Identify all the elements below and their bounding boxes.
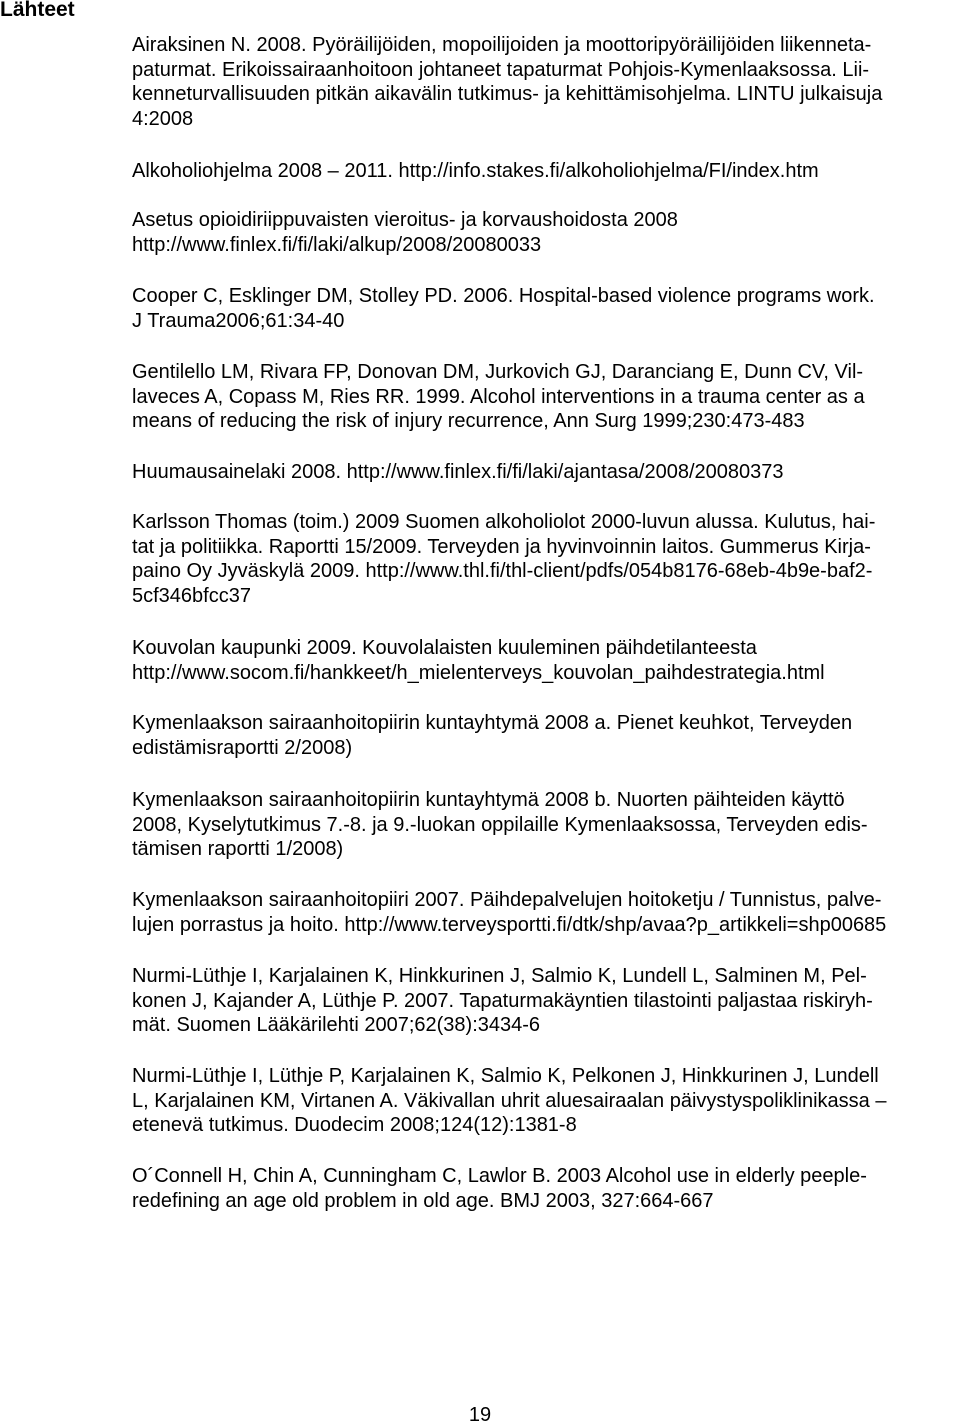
reference-line: Asetus opioidiriippuvaisten vieroitus- ja korvaushoidosta 2008 (132, 209, 678, 231)
reference-item (132, 460, 942, 485)
reference-line: paturmat. Erikoissairaanhoitoon johtaneet tapaturmat Pohjois-Kymenlaaksossa. Lii- (132, 58, 870, 81)
reference-line: http://www.finlex.fi/fi/laki/alkup/2008/20080033 (132, 233, 542, 256)
reference-item (132, 788, 942, 862)
reference-line: http://www.socom.fi/hankkeet/h_mielenterveys_kouvolan_paihdestrategia.html (132, 661, 825, 684)
reference-item (132, 711, 942, 760)
reference-item (132, 510, 942, 608)
reference-item (132, 208, 942, 257)
reference-line: Cooper C, Esklinger DM, Stolley PD. 2006. Hospital-based violence programs work. (132, 285, 875, 307)
reference-line: J Trauma2006;61:34-40 (132, 309, 345, 332)
reference-item (132, 888, 942, 937)
reference-line: 2008, Kyselytutkimus 7.-8. ja 9.-luokan oppilaille Kymenlaaksossa, Terveyden edis- (132, 813, 868, 836)
reference-line: Nurmi-Lüthje I, Karjalainen K, Hinkkurinen J, Salmio K, Lundell L, Salminen M, Pel- (132, 965, 867, 987)
reference-line: paino Oy Jyväskylä 2009. http://www.thl.fi/thl-client/pdfs/054b8176-68eb-4b9e-baf2- (132, 560, 873, 582)
reference-line: Gentilello LM, Rivara FP, Donovan DM, Jurkovich GJ, Daranciang E, Dunn CV, Vil- (132, 361, 864, 383)
reference-line: Airaksinen N. 2008. Pyöräilijöiden, mopoilijoiden ja moottoripyöräilijöiden liikenneta- (132, 34, 872, 56)
reference-line: etenevä tutkimus. Duodecim 2008;124(12):1381-8 (132, 1114, 577, 1136)
reference-line: 4:2008 (132, 107, 194, 130)
page-title: Lähteet (0, 0, 75, 21)
reference-item (132, 1064, 942, 1138)
reference-line: Alkoholiohjelma 2008 – 2011. http://info.stakes.fi/alkoholiohjelma/FI/index.htm (132, 160, 819, 182)
reference-line: Kymenlaakson sairaanhoitopiiri 2007. Päihdepalvelujen hoitoketju / Tunnistus, palve- (132, 889, 882, 911)
reference-line: mät. Suomen Lääkärilehti 2007;62(38):3434-6 (132, 1014, 541, 1036)
reference-line: laveces A, Copass M, Ries RR. 1999. Alcohol interventions in a trauma center as a (132, 385, 865, 408)
reference-line: konen J, Kajander A, Lüthje P. 2007. Tapaturmakäyntien tilastointi paljastaa riskiryh- (132, 989, 873, 1012)
reference-line: L, Karjalainen KM, Virtanen A. Väkivallan uhrit aluesairaalan päivystyspoliklinikassa – (132, 1089, 887, 1112)
reference-line: Kymenlaakson sairaanhoitopiirin kuntayhtymä 2008 a. Pienet keuhkot, Terveyden (132, 712, 853, 734)
page-number: 19 (468, 1404, 492, 1426)
reference-item (132, 159, 942, 184)
reference-line: tämisen raportti 1/2008) (132, 838, 344, 860)
reference-line: lujen porrastus ja hoito. http://www.terveysportti.fi/dtk/shp/avaa?p_artikkeli=shp00685 (132, 913, 887, 936)
reference-line: edistämisraportti 2/2008) (132, 736, 353, 759)
reference-line: means of reducing the risk of injury recurrence, Ann Surg 1999;230:473-483 (132, 410, 805, 432)
reference-line: Karlsson Thomas (toim.) 2009 Suomen alkoholiolot 2000-luvun alussa. Kulutus, hai- (132, 511, 876, 533)
reference-line: 5cf346bfcc37 (132, 584, 251, 607)
reference-line: tat ja politiikka. Raportti 15/2009. Terveyden ja hyvinvoinnin laitos. Gummerus Kirja- (132, 535, 871, 558)
reference-item (132, 360, 942, 434)
reference-item (132, 636, 942, 685)
reference-line: Nurmi-Lüthje I, Lüthje P, Karjalainen K, Salmio K, Pelkonen J, Hinkkurinen J, Lundell (132, 1065, 879, 1087)
reference-line: Huumausainelaki 2008. http://www.finlex.fi/fi/laki/ajantasa/2008/20080373 (132, 461, 784, 483)
reference-line: kenneturvallisuuden pitkän aikavälin tutkimus- ja kehittämisohjelma. LINTU julkaisuja (132, 83, 883, 105)
reference-item (132, 964, 942, 1038)
reference-line: Kouvolan kaupunki 2009. Kouvolalaisten kuuleminen päihdetilanteesta (132, 637, 757, 659)
reference-item (132, 1164, 942, 1213)
reference-line: redefining an age old problem in old age. BMJ 2003, 327:664-667 (132, 1189, 714, 1212)
reference-line: O´Connell H, Chin A, Cunningham C, Lawlor B. 2003 Alcohol use in elderly peeple- (132, 1165, 867, 1187)
reference-line: Kymenlaakson sairaanhoitopiirin kuntayhtymä 2008 b. Nuorten päihteiden käyttö (132, 789, 845, 811)
reference-item (132, 284, 942, 333)
reference-item (132, 33, 942, 131)
